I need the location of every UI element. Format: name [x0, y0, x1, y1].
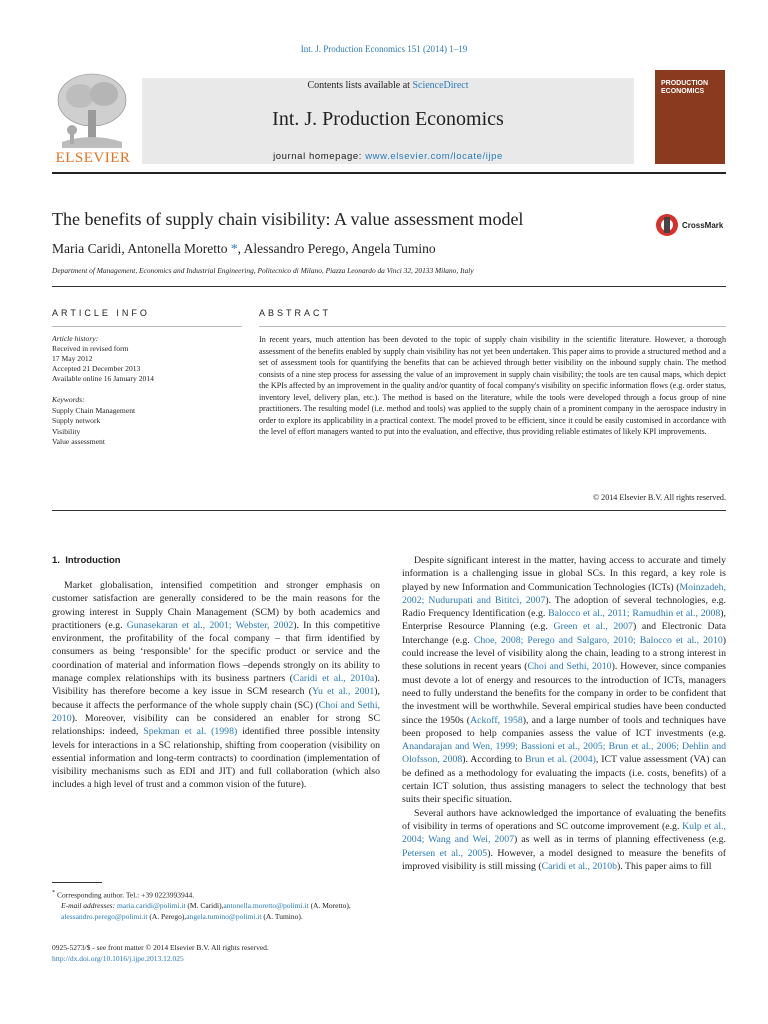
- paragraph-text: Despite significant interest in the matter, having access to accurate and timely information is a challenging issue in global SCs. In this regard, a key role is played by new Information and Communication Technologies (ICTs) (: [402, 555, 726, 593]
- crossmark-label: CrossMark: [682, 220, 724, 230]
- footnote: [52, 888, 382, 922]
- email-link[interactable]: angela.tumino@polimi.it: [186, 911, 262, 921]
- citation-link[interactable]: Balocco et al., 2011; Ramudhin et al., 2008: [548, 608, 721, 620]
- citation-link[interactable]: Caridi et al., 2010a: [293, 673, 375, 685]
- paragraph: [52, 579, 380, 792]
- citation-link[interactable]: Moinzadeh, 2002; Nudurupati and Bititci, 2007: [402, 581, 726, 606]
- history-line: Available online 16 January 2014: [52, 374, 154, 383]
- paragraph-text: ) and Electronic Data Interchange (e.g.: [402, 621, 727, 646]
- email-owner: (M. Caridi),: [185, 901, 224, 910]
- paragraph-text: ). This paper aims to fill: [617, 860, 712, 872]
- corresponding-author-note: * Corresponding author. Tel.: +39 0223993944.: [52, 889, 195, 900]
- doi-link[interactable]: http://dx.doi.org/10.1016/j.ijpe.2013.12.025: [52, 953, 184, 963]
- citation-link[interactable]: Gunasekaran et al., 2001; Webster, 2002: [126, 619, 294, 631]
- citation-link[interactable]: Anandarajan and Wen, 1999; Bassioni et al., 2005; Brun et al., 2006; Dehlin and Olofsson, 2008: [402, 741, 726, 766]
- section-heading-introduction: 1. Introduction: [52, 555, 121, 566]
- authors-rest: , Alessandro Perego, Angela Tumino: [237, 241, 436, 256]
- author-list: [52, 241, 436, 257]
- divider: [52, 510, 726, 511]
- keyword: Supply network: [52, 416, 101, 425]
- authors-first: Maria Caridi, Antonella Moretto: [52, 241, 228, 256]
- issn-line: 0925-5273/$ - see front matter © 2014 Elsevier B.V. All rights reserved.: [52, 943, 269, 952]
- citation-link[interactable]: Spekman et al. (1998): [143, 726, 238, 738]
- paragraph-text: ) could increase the level of visibility along the chain, leading to a strong interest in these solutions in recent years (: [402, 634, 727, 673]
- keyword: Visibility: [52, 426, 81, 436]
- paragraph: [402, 807, 726, 873]
- paragraph-text: ). Visibility has therefore become a key issue in SCM research (: [52, 673, 380, 698]
- history-line: Accepted 21 December 2013: [52, 364, 141, 373]
- email-addresses: [52, 901, 382, 922]
- elsevier-tree-logo: [52, 70, 132, 162]
- divider: [52, 326, 242, 327]
- footnote-divider: [52, 882, 102, 883]
- citation-link[interactable]: Kulp et al., 2004; Wang and Wei, 2007: [402, 820, 727, 846]
- affiliation: Department of Management, Economics and Industrial Engineering, Politecnico di Milano, Piazza Leonardo da Vinci 32, 20133 Milano, Italy: [52, 266, 474, 275]
- intro-column-right: [402, 554, 726, 873]
- publisher-wordmark: ELSEVIER: [55, 150, 131, 166]
- paragraph-text: ), Enterprise Resource Planning (e.g.: [402, 608, 727, 633]
- email-owner: (A. Tumino).: [261, 911, 303, 921]
- article-history: [52, 334, 252, 384]
- paragraph-text: ). According to: [462, 754, 525, 766]
- citation-link[interactable]: Choe, 2008; Perego and Salgaro, 2010; Balocco et al., 2010: [473, 634, 723, 646]
- paragraph-text: Several authors have acknowledged the importance of evaluating the benefits of visibility in terms of operations and SC outcome improvement (e.g.: [402, 807, 726, 832]
- homepage-link[interactable]: www.elsevier.com/locate/ijpe: [365, 151, 503, 162]
- paragraph-text: ) as well as in terms of planning effectiveness (e.g.: [514, 834, 726, 846]
- abstract-heading: ABSTRACT: [259, 308, 332, 318]
- crossmark-badge[interactable]: [655, 212, 723, 238]
- citation-link[interactable]: Petersen et al., 2005: [402, 847, 488, 859]
- citation-link[interactable]: Brun et al. (2004): [525, 754, 596, 766]
- citation-link[interactable]: Green et al., 2007: [553, 621, 633, 633]
- corresponding-text: Corresponding author. Tel.: +39 0223993944.: [57, 890, 195, 900]
- cover-title: PRODUCTION ECONOMICS: [661, 80, 709, 95]
- paragraph-text: ). However, a model designed to measure the benefits of improved visibility is still missing (: [402, 847, 727, 872]
- paragraph-text: ). However, since companies must devote a lot of energy and resources to the introduction of ICTs, managers need to fully understand the benefits for the company in order to be confident that the investment will be worthwhile. Several empirical studies have been conducted since the 1950s (: [402, 661, 726, 726]
- sciencedirect-link[interactable]: ScienceDirect: [412, 80, 469, 91]
- article-title: The benefits of supply chain visibility: A value assessment model: [52, 209, 524, 229]
- paragraph-text: ), and a large number of tools and techniques have been proposed to help companies assess the value of ICT investments (e.g.: [402, 714, 726, 739]
- divider: [52, 286, 726, 287]
- paragraph-text: identified three possible intensity levels for interactions in a SC relationship, shifting from cooperation (visibility on essential information and long-term contracts) to coordination (implementation of visibility mechanisms such as EDI and JIT) and full collaboration (which also includes a high level of trust and a common vision of the future).: [52, 726, 380, 791]
- contents-prefix: Contents lists available at: [307, 80, 410, 91]
- intro-column-left: [52, 579, 380, 792]
- email-owner: (A. Perego),: [147, 911, 187, 921]
- corresponding-author-mark[interactable]: *: [227, 241, 238, 256]
- paragraph-text: Market globalisation, intensified competition and stronger emphasis on customer satisfaction are generally considered to be the main reasons for the growing interest in Supply Chain Management (SCM) by both academics and practitioners (e.g.: [52, 580, 380, 631]
- paragraph-text: , ICT value assessment (VA) can be defined as a methodology for evaluating the impacts (i.e. costs, benefits) of a certain ICT solution, thus assisting managers to select the technology that best suits their specific situation.: [402, 754, 726, 806]
- paragraph-text: ). In this competitive environment, the profitability of the focal company – that firm identified by consumers as being ‘responsible’ for the specific product or service and the coordination of material and information flows –depends strongly on its ability to manage complex relationships with its business partners (: [52, 619, 380, 685]
- citation-link[interactable]: Yu et al., 2001: [312, 686, 375, 698]
- citation-link[interactable]: Caridi et al., 2010b: [541, 860, 617, 872]
- citation-link[interactable]: Choi and Sethi, 2010: [52, 699, 380, 724]
- history-line: 17 May 2012: [52, 354, 93, 363]
- history-label: Article history:: [52, 334, 99, 343]
- email-link[interactable]: antonella.moretto@polimi.it: [223, 901, 309, 910]
- keyword: Supply Chain Management: [52, 405, 136, 415]
- contents-line: [142, 80, 634, 91]
- paragraph-text: ). Moreover, visibility can be considered an enabler for strong SC relationships: indeed,: [52, 712, 380, 738]
- running-head[interactable]: Int. J. Production Economics 151 (2014) 1–19: [300, 44, 468, 54]
- email-link[interactable]: alessandro.perego@polimi.it: [61, 911, 148, 921]
- abstract-text: In recent years, much attention has been devoted to the topic of supply chain visibility in the scientific literature. However, a thorough assessment of the benefits enabled by supply chain visibility has not yet been undertaken. This paper aims to provide a structured method and a set of assessment tools for quantifying the benefits that can be achieved through better visibility on the inbound supply chain. The method consists of a nine step process for assessing the value of an improvement in supply chain visibility; the tools are ten causal maps, which depict the KPIs affected by an improvement in the quality and/or quantity of focal company's visibility on specific information flows (e.g. order status, inventory level, delivery plan, etc.). The method is based on the literature, while the tools were developed through a focus group of nine practitioners. The resulting model (i.e. method and tools) was applied to the supply chain of a prominent company in the aerospace industry in order to explore its applicability in a practical context. The model proved to be efficient, since it could be easily customised in accordance with the level of effort managers wanted to put into the evaluation, and effective, thus providing reliable estimates of likely KPI improvements.: [259, 335, 726, 436]
- article-info-heading: ARTICLE INFO: [52, 308, 150, 318]
- journal-cover-thumbnail[interactable]: [655, 70, 725, 164]
- email-link[interactable]: maria.caridi@polimi.it: [116, 901, 186, 910]
- history-line: Received in revised form: [52, 344, 129, 353]
- citation-link[interactable]: Ackoff, 1958: [470, 714, 523, 726]
- paragraph-text: ), because it affects the performance of the whole supply chain (SC) (: [52, 686, 380, 711]
- citation-link[interactable]: Choi and Sethi, 2010: [527, 661, 612, 673]
- front-matter-info: [52, 943, 382, 964]
- email-label: E-mail addresses:: [61, 901, 116, 910]
- divider: [259, 326, 726, 327]
- keywords-label: Keywords:: [52, 395, 85, 404]
- crossmark-icon: [655, 212, 679, 238]
- journal-name: Int. J. Production Economics: [272, 108, 504, 130]
- email-owner: (A. Moretto),: [308, 901, 351, 910]
- keywords: [52, 395, 252, 448]
- abstract-copyright: © 2014 Elsevier B.V. All rights reserved.: [592, 493, 726, 502]
- header-divider: [52, 172, 726, 174]
- paragraph-text: ). The adoption of several technologies, e.g. Radio Frequency Identification (e.g.: [402, 594, 726, 620]
- keyword: Value assessment: [52, 437, 105, 446]
- homepage-prefix: journal homepage:: [273, 151, 362, 162]
- paragraph: [402, 554, 726, 807]
- homepage-line: [142, 151, 634, 162]
